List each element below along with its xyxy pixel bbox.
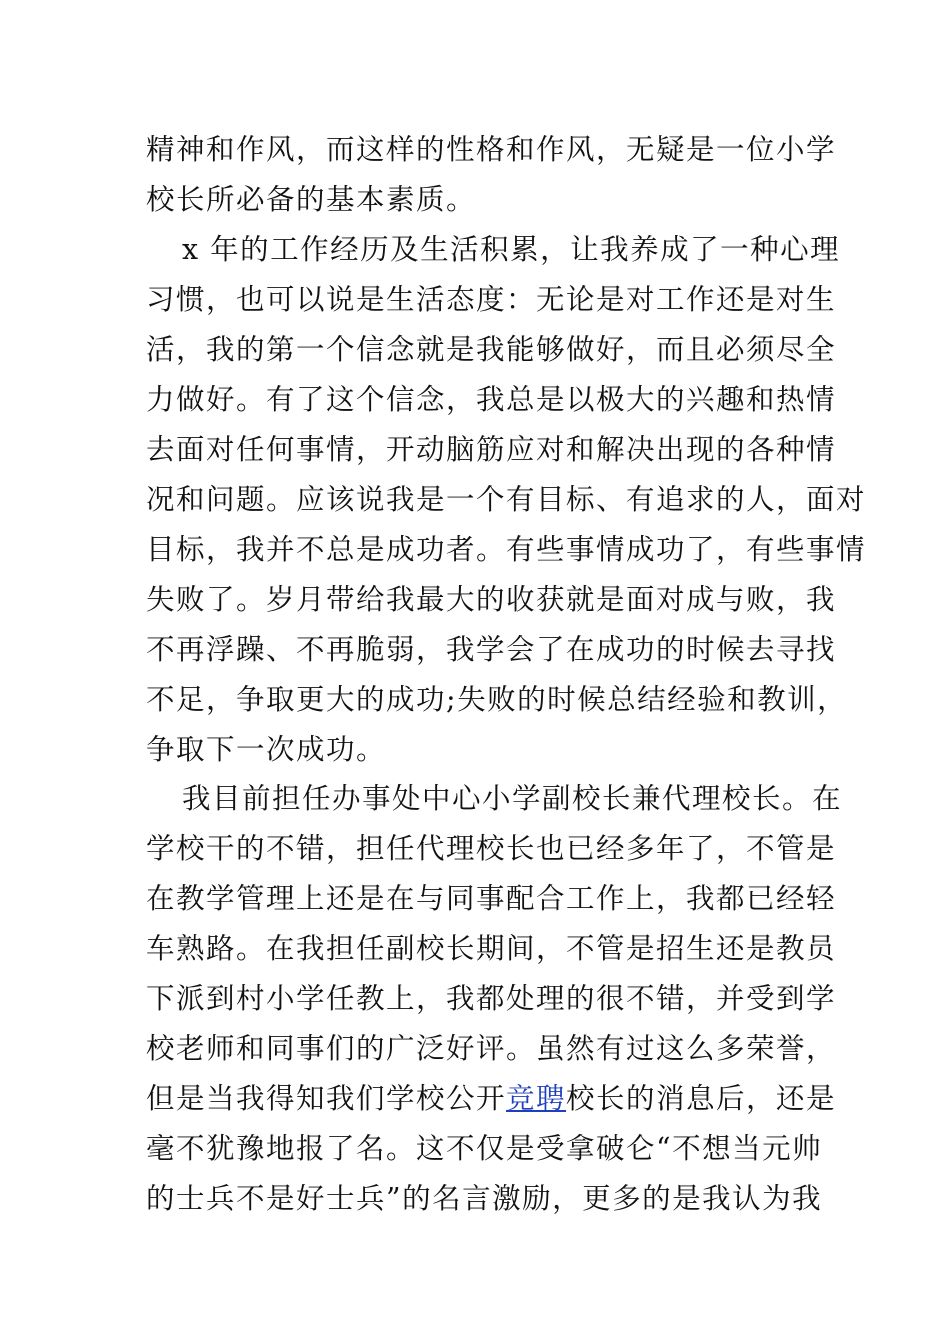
paragraph-1 xyxy=(146,125,837,225)
paragraph-line: 校老师和同事们的广泛好评。虽然有过这么多荣誉， xyxy=(146,1032,837,1065)
line-text-after-link: 校长的消息后，还是 xyxy=(566,1082,837,1115)
paragraph-line-with-link xyxy=(146,1074,837,1124)
paragraph-line: 的士兵不是好士兵”的名言激励，更多的是我认为我 xyxy=(146,1182,823,1215)
paragraph-line: 去面对任何事情，开动脑筋应对和解决出现的各种情 xyxy=(146,433,837,466)
paragraph-line: 下派到村小学任教上，我都处理的很不错，并受到学 xyxy=(146,982,837,1015)
paragraph-3 xyxy=(146,774,843,1224)
paragraph-line: 争取下一次成功。 xyxy=(146,733,387,766)
line-text-before-link: 但是当我得知我们学校公开 xyxy=(146,1082,507,1115)
paragraph-line: 不足，争取更大的成功;失败的时候总结经验和教训， xyxy=(146,683,848,716)
paragraph-line: 毫不犹豫地报了名。这不仅是受拿破仑“不想当元帅 xyxy=(146,1132,823,1165)
paragraph-line: 校长所必备的基本素质。 xyxy=(146,183,477,216)
paragraph-line: 在教学管理上还是在与同事配合工作上，我都已经轻 xyxy=(146,882,837,915)
paragraph-line: 学校干的不错，担任代理校长也已经多年了，不管是 xyxy=(146,832,837,865)
paragraph-line: 车熟路。在我担任副校长期间，不管是招生还是教员 xyxy=(146,932,837,965)
paragraph-line: 我目前担任办事处中心小学副校长兼代理校长。在 xyxy=(182,782,843,815)
paragraph-line: 精神和作风，而这样的性格和作风，无疑是一位小学 xyxy=(146,133,837,166)
paragraph-line: 目标，我并不总是成功者。有些事情成功了，有些事情 xyxy=(146,533,867,566)
competition-link[interactable]: 竞聘 xyxy=(506,1082,567,1115)
paragraph-line: 活，我的第一个信念就是我能够做好，而且必须尽全 xyxy=(146,333,837,366)
paragraph-line: 失败了。岁月带给我最大的收获就是面对成与败，我 xyxy=(146,583,837,616)
paragraph-line: 力做好。有了这个信念，我总是以极大的兴趣和热情 xyxy=(146,383,837,416)
paragraph-line: 况和问题。应该说我是一个有目标、有追求的人，面对 xyxy=(146,483,867,516)
paragraph-line: 不再浮躁、不再脆弱，我学会了在成功的时候去寻找 xyxy=(146,633,837,666)
paragraph-line: 习惯，也可以说是生活态度：无论是对工作还是对生 xyxy=(146,283,837,316)
paragraph-2 xyxy=(146,225,867,775)
paragraph-line: x 年的工作经历及生活积累，让我养成了一种心理 xyxy=(182,233,841,266)
